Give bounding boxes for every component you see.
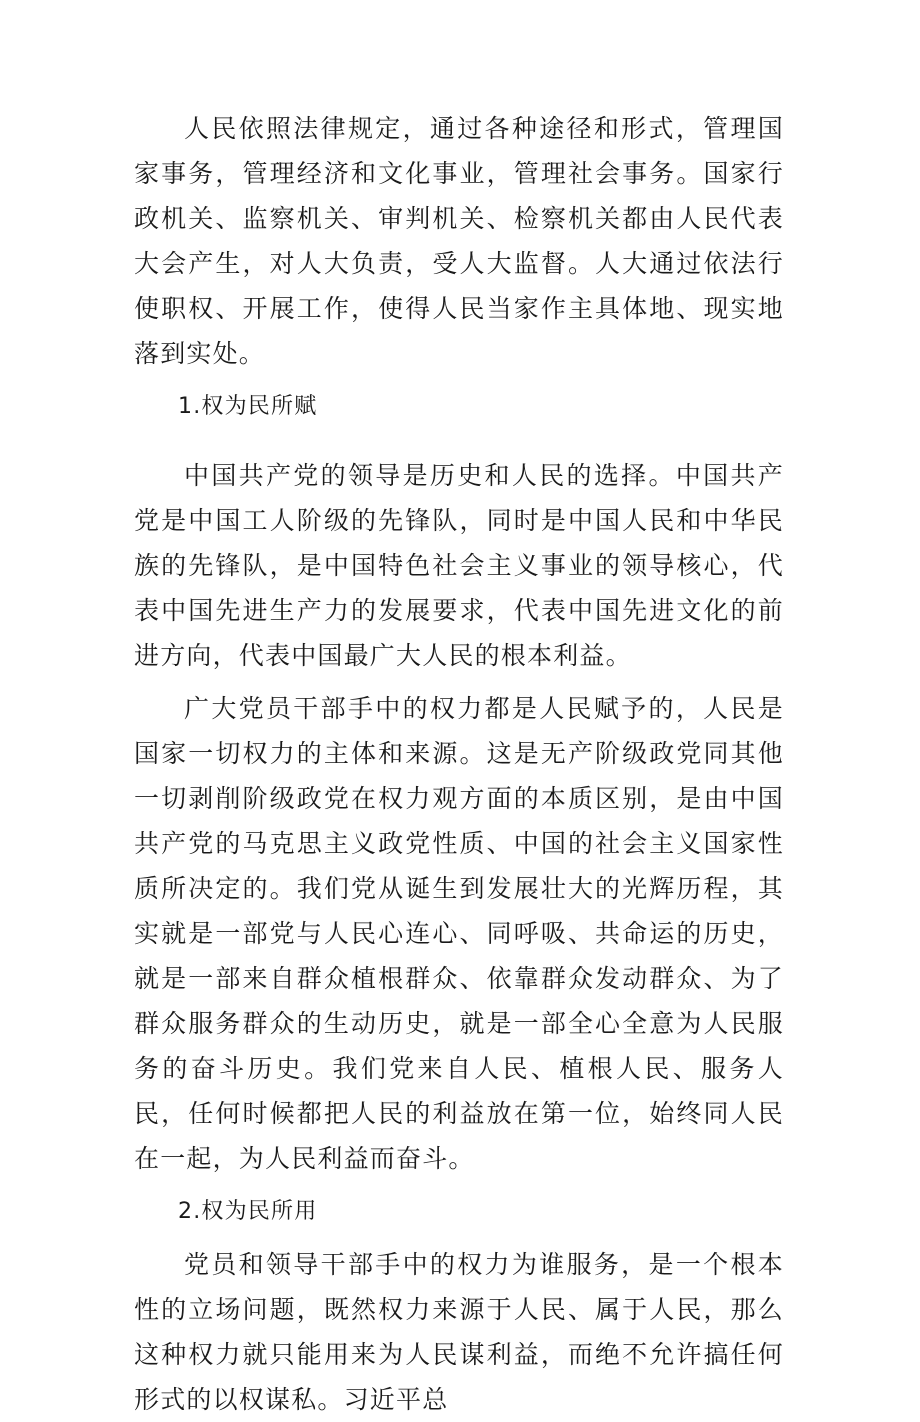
section-heading-power-granted-by-people: 1.权为民所赋 [178, 394, 318, 419]
document-body [134, 106, 784, 1422]
section-heading-power-used-for-people: 2.权为民所用 [178, 1199, 318, 1224]
paragraph-people-manage-affairs: 人民依照法律规定，通过各种途径和形式，管理国家事务，管理经济和文化事业，管理社会事务。国家行政机关、监察机关、审判机关、检察机关都由人民代表大会产生，对人大负责，受人大监督。人大通过依法行使职权、开展工作，使得人民当家作主具体地、现实地落到实处。 [134, 114, 784, 368]
paragraph-power-serves-whom: 党员和领导干部手中的权力为谁服务，是一个根本性的立场问题，既然权力来源于人民、属于人民，那么这种权力就只能用来为人民谋利益，而绝不允许搞任何形式的以权谋私。习近平总 [134, 1250, 784, 1414]
paragraph-power-from-people: 广大党员干部手中的权力都是人民赋予的，人民是国家一切权力的主体和来源。这是无产阶级政党同其他一切剥削阶级政党在权力观方面的本质区别，是由中国共产党的马克思主义政党性质、中国的社会主义国家性质所决定的。我们党从诞生到发展壮大的光辉历程，其实就是一部党与人民心连心、同呼吸、共命运的历史，就是一部来自群众植根群众、依靠群众发动群众、为了群众服务群众的生动历史，就是一部全心全意为人民服务的奋斗历史。我们党来自人民、植根人民、服务人民，任何时候都把人民的利益放在第一位，始终同人民在一起，为人民利益而奋斗。 [134, 694, 784, 1173]
paragraph-party-leadership: 中国共产党的领导是历史和人民的选择。中国共产党是中国工人阶级的先锋队，同时是中国人民和中华民族的先锋队，是中国特色社会主义事业的领导核心，代表中国先进生产力的发展要求，代表中国先进文化的前进方向，代表中国最广大人民的根本利益。 [134, 461, 784, 670]
